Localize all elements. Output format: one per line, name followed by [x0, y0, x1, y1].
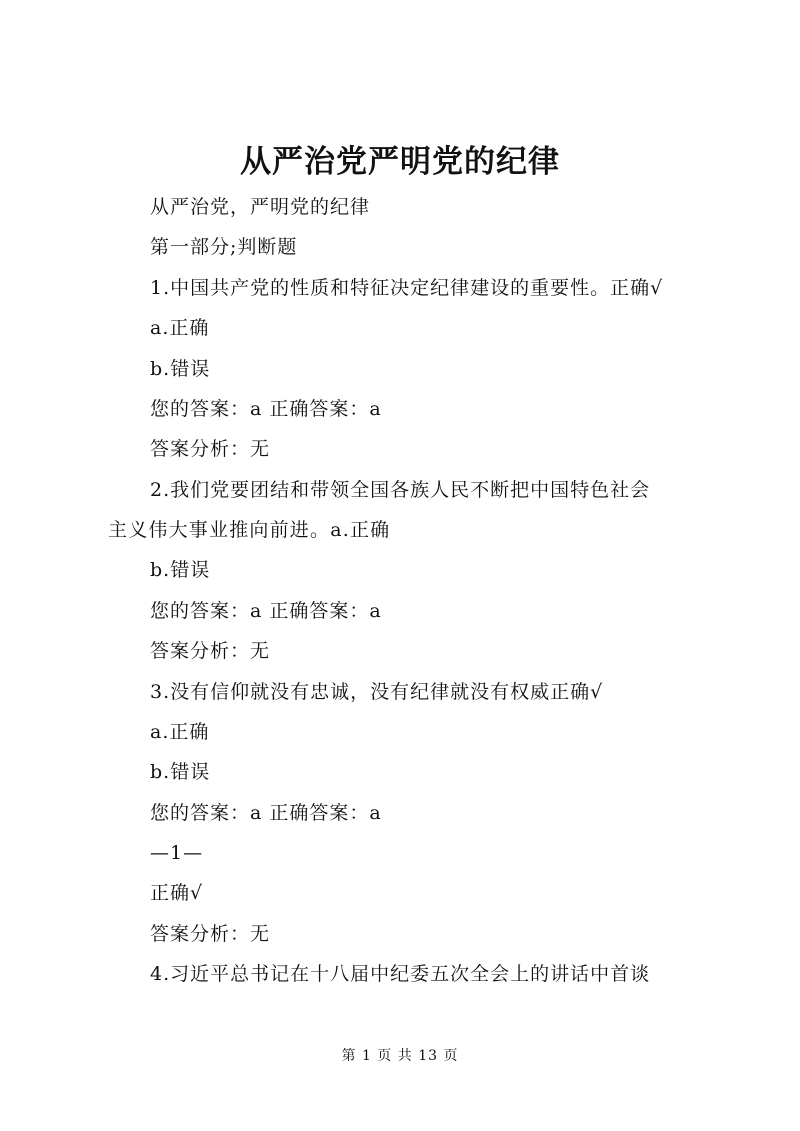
- page-marker: —1—: [150, 842, 204, 864]
- document-title: 从严治党严明党的纪律: [240, 144, 560, 180]
- answer-3: 您的答案：a 正确答案：a: [150, 802, 382, 824]
- option-b-2: b.错误: [150, 559, 211, 581]
- answer-1: 您的答案：a 正确答案：a: [150, 398, 382, 420]
- question-2-line-1: 2.我们党要团结和带领全国各族人民不断把中国特色社会: [150, 479, 651, 501]
- question-3: 3.没有信仰就没有忠诚，没有纪律就没有权威正确√: [150, 681, 604, 703]
- correct-mark: 正确√: [150, 882, 204, 904]
- answer-2: 您的答案：a 正确答案：a: [150, 600, 382, 622]
- option-a-1: a.正确: [150, 317, 210, 339]
- section-heading: 第一部分;判断题: [150, 236, 298, 258]
- question-4: 4.习近平总书记在十八届中纪委五次全会上的讲话中首谈: [150, 963, 651, 985]
- option-b-3: b.错误: [150, 761, 211, 783]
- page-footer: 第 1 页 共 13 页: [341, 1048, 459, 1064]
- analysis-3: 答案分析：无: [150, 923, 271, 945]
- analysis-1: 答案分析：无: [150, 438, 271, 460]
- option-b-1: b.错误: [150, 358, 211, 380]
- analysis-2: 答案分析：无: [150, 640, 271, 662]
- option-a-3: a.正确: [150, 721, 210, 743]
- subtitle-line: 从严治党，严明党的纪律: [150, 196, 371, 218]
- question-2-line-2: 主义伟大事业推向前进。a.正确: [108, 519, 391, 541]
- question-1: 1.中国共产党的性质和特征决定纪律建设的重要性。正确√: [150, 277, 664, 299]
